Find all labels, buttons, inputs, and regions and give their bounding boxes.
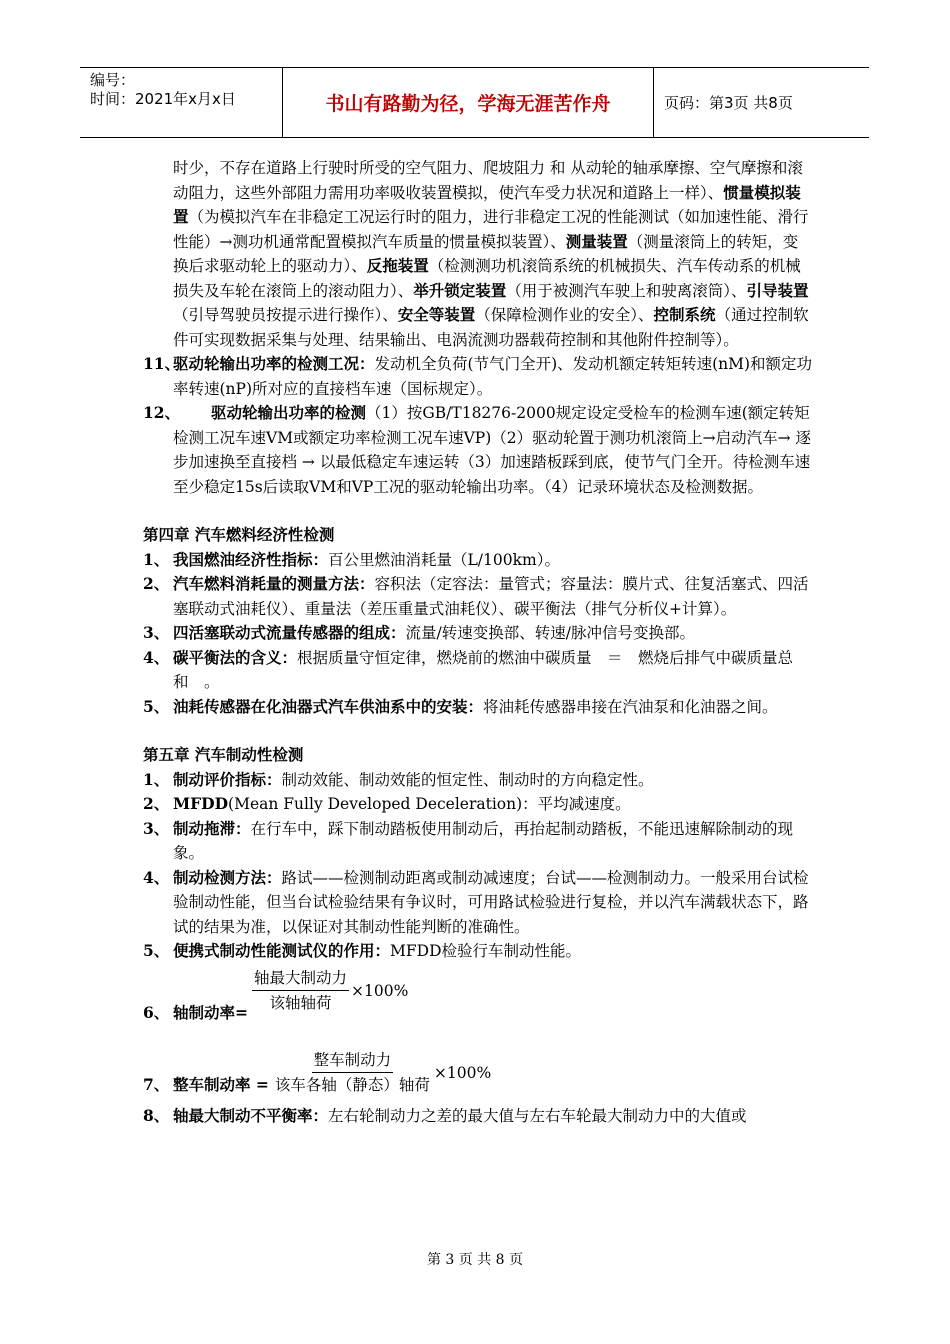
list-item: 3、 四活塞联动式流量传感器的组成：流量/转速变换部、转速/脉冲信号变换部。 [143, 623, 695, 642]
fraction: $\frac{\text{轴最大制动力}}{\text{该轴轴荷}}$ [252, 966, 349, 1016]
list-item-11: 11、 驱动轮输出功率的检测工况：发动机全负荷(节气门全开)、发动机额定转矩转速(nM)和额定功率转速(nP)所对应的直接档车速（国标规定）。 [143, 354, 813, 398]
list-item: 4、 制动检测方法：路试——检测制动距离或制动减速度；台试——检测制动力。一般采用台试检验制动性能，但当台试检验结果有争议时，可用路试检验进行复检，并以汽车满载状态下，路试的结果为准，以保证对其制动性能判断的准确性。 [143, 867, 809, 936]
list-item: 2、 MFDD(Mean Fully Developed Deceleration)：平均减速度。 [143, 794, 631, 813]
list-item: 2、 汽车燃料消耗量的测量方法：容积法（定容法：量管式；容量法：膜片式、往复活塞式、四活塞联动式油耗仪）、重量法（差压重量式油耗仪）、碳平衡法（排气分析仪+计算）。 [143, 574, 809, 618]
axle-braking-ratio-formula: 6、 轴制动率= $\frac{\text{轴最大制动力}}{\text{该轴轴荷}}$ ×100% [143, 966, 813, 1026]
document-body [143, 156, 813, 1128]
list-item: 1、 我国燃油经济性指标：百公里燃油消耗量（L/100km）。 [143, 549, 560, 569]
list-item: 4、 碳平衡法的含义：根据质量守恒定律，燃烧前的燃油中碳质量 ＝ 燃烧后排气中碳质量总和 。 [143, 647, 794, 691]
header-time: 时间：2021年x月x日 [90, 90, 236, 108]
chapter-5-title: 第五章 汽车制动性检测 [143, 745, 304, 764]
list-item-8: 8、 轴最大制动不平衡率：左右轮制动力之差的最大值与左右车轮最大制动力中的大值或 [143, 1105, 747, 1125]
header-meta [80, 68, 283, 137]
page-header [80, 67, 869, 138]
list-item: 1、 制动评价指标：制动效能、制动效能的恒定性、制动时的方向稳定性。 [143, 769, 654, 789]
fraction: $\frac{\text{整车制动力}}{\text{该车各轴（静态）轴荷}}$ [273, 1048, 432, 1098]
header-page-label: 页码：第3页 共8页 [664, 94, 793, 112]
continued-paragraph: 时少，不存在道路上行驶时所受的空气阻力、爬坡阻力 和 从动轮的轴承摩擦、空气摩擦和滚动阻力，这些外部阻力需用功率吸收装置模拟，使汽车受力状况和道路上一样）、惯量模拟装置（为模拟汽车在非稳定工况运行时的阻力，进行非稳定工况的性能测试（如加速性能、滑行性能）→测功机通常配置模拟汽车质量的惯量模拟装置）、测量装置（测量滚筒上的转矩，变换后求驱动轮上的驱动力）、反拖装置（检测测功机滚筒系统的机械损失、汽车传动系的机械损失及车轮在滚筒上的滚动阻力）、举升锁定装置（用于被测汽车驶上和驶离滚筒）、引导装置（引导驾驶员按提示进行操作）、安全等装置（保障检测作业的安全）、控制系统（通过控制软件可实现数据采集与处理、结果输出、电涡流测功器载荷控制和其他附件控制等）。 [173, 159, 809, 349]
chapter-4-title: 第四章 汽车燃料经济性检测 [143, 525, 335, 544]
list-item: 5、 油耗传感器在化油器式汽车供油系中的安装：将油耗传感器串接在汽油泵和化油器之间。 [143, 696, 778, 716]
list-item: 5、 便携式制动性能测试仪的作用：MFDD检验行车制动性能。 [143, 941, 581, 960]
header-number: 编号： [90, 71, 136, 89]
page-footer: 第 3 页 共 8 页 [426, 1252, 524, 1268]
list-item: 3、 制动拖滞：在行车中，踩下制动踏板使用制动后，再抬起制动踏板，不能迅速解除制动的现象。 [143, 818, 794, 862]
header-motto: 书山有路勤为径，学海无涯苦作舟 [283, 68, 654, 137]
list-item-12: 12、 驱动轮输出功率的检测（1）按GB/T18276-2000规定设定受检车的检测车速(额定转矩检测工况车速VM或额定功率检测工况车速VP)（2）驱动轮置于测功机滚筒上→启动汽车→ 逐步加速换至直接档 → 以最低稳定车速运转（3）加速踏板踩到底，使节气门全开。待检测车速至少稳定15s后读取VM和VP工况的驱动轮输出功率。（4）记录环境状态及检测数据。 [143, 403, 812, 496]
vehicle-braking-ratio-formula: 7、 整车制动率 = $\frac{\text{整车制动力}}{\text{该车各轴（静态）轴荷}}$ ×100% [143, 1048, 813, 1098]
